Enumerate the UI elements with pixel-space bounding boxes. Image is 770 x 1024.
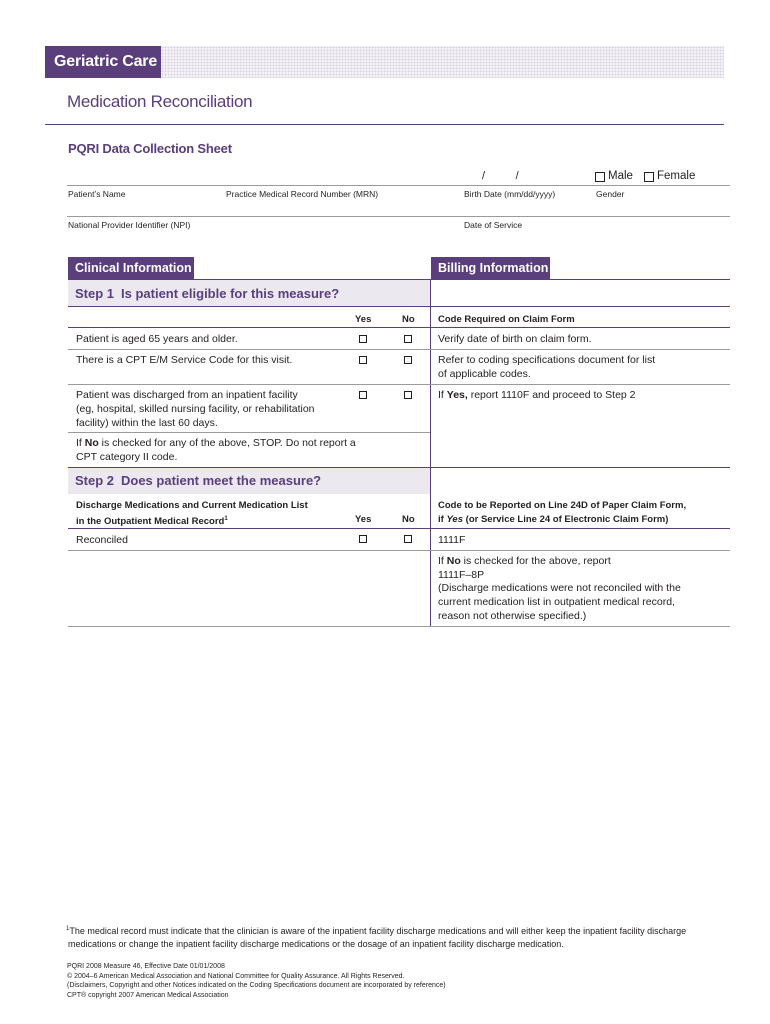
step1-header-rule: [68, 327, 730, 328]
step1-row2-text: There is a CPT E/M Service Code for this visit.: [76, 354, 293, 366]
step2-label: Step 2: [75, 473, 115, 488]
step2-no-header: No: [402, 514, 415, 525]
footer-line4: CPT® copyright 2007 American Medical Association: [67, 991, 229, 999]
step1-billing-header: Code Required on Claim Form: [438, 314, 575, 325]
npi-line: [67, 216, 730, 217]
step1-label: Step 1: [75, 286, 115, 301]
step1-row2-rule: [68, 384, 730, 385]
step1-stop-note-line2: CPT category II code.: [76, 451, 178, 463]
step2-col-header-line1: Discharge Medications and Current Medication List: [76, 500, 308, 511]
step1-row3-rule: [68, 432, 430, 433]
billing-info-header: Billing Information: [431, 257, 550, 279]
footer: [67, 962, 446, 1000]
step2-billing-header-line2: if Yes (or Service Line 24 of Electronic Claim Form): [438, 514, 669, 525]
mrn-label: Practice Medical Record Number (MRN): [226, 189, 379, 199]
step1-billing-bar: [431, 279, 730, 307]
date-of-service-label: Date of Service: [464, 220, 523, 230]
male-label: Male: [608, 170, 633, 182]
step2-no-note-line1: If No is checked for the above, report: [438, 555, 611, 567]
step2-question: Does patient meet the measure?: [121, 473, 322, 488]
birth-date-label: Birth Date (mm/dd/yyyy): [464, 189, 556, 199]
column-divider: [430, 279, 431, 626]
step2-no-note-line3: (Discharge medications were not reconciled with the: [438, 582, 681, 594]
step2-row-text: Reconciled: [76, 534, 128, 546]
step1-row3-yes-checkbox[interactable]: [359, 391, 367, 399]
birth-date-slashes: / /: [482, 170, 519, 182]
page-subtitle: PQRI Data Collection Sheet: [68, 141, 232, 156]
step2-no-checkbox[interactable]: [404, 535, 412, 543]
step1-row1-no-checkbox[interactable]: [404, 335, 412, 343]
step2-yes-checkbox[interactable]: [359, 535, 367, 543]
step2-no-code: 1111F–8P: [438, 569, 485, 581]
step1-yes-header: Yes: [355, 314, 372, 325]
step1-row2-yes-checkbox[interactable]: [359, 356, 367, 364]
step2-row-code: 1111F: [438, 534, 466, 546]
step1-row3-text-line2: (eg, hospital, skilled nursing facility, or rehabilitation: [76, 403, 315, 415]
patient-name-label: Patient’s Name: [68, 189, 126, 199]
header-band: [161, 46, 724, 78]
step1-question: Is patient eligible for this measure?: [121, 286, 340, 301]
female-checkbox[interactable]: [644, 172, 654, 182]
clinical-info-header: Clinical Information: [68, 257, 194, 279]
footer-line2: © 2004–6 American Medical Association and National Committee for Quality Assurance. All Rights Reserved.: [67, 972, 405, 980]
page-title: Medication Reconciliation: [67, 92, 253, 111]
step2-col-header-line2: in the Outpatient Medical Record$^1$: [76, 516, 228, 528]
footnote-line1: $^1$The medical record must indicate that the clinician is aware of the inpatient facility discharge medications and will either keep the inpatient facility discharge: [66, 926, 687, 936]
step1-row2-billing-line2: of applicable codes.: [438, 368, 531, 380]
step2-row-rule: [68, 550, 730, 551]
footer-line3: (Disclaimers, Copyright and other Notices indicated on the Coding Specifications document are incorporated by reference): [67, 982, 446, 989]
step1-row3-billing: If Yes, report 1110F and proceed to Step 2: [438, 389, 636, 401]
step1-row1-rule: [68, 349, 730, 350]
male-checkbox[interactable]: [595, 172, 605, 182]
title-rule: [45, 124, 724, 125]
step2-yes-header: Yes: [355, 514, 372, 525]
step1-row1-text: Patient is aged 65 years and older.: [76, 333, 238, 345]
step1-stop-note-line1: If No is checked for any of the above, STOP. Do not report a: [76, 437, 356, 449]
step1-row2-no-checkbox[interactable]: [404, 356, 412, 364]
step2-bottom-rule: [68, 626, 730, 627]
patient-line: [67, 185, 730, 186]
step1-row3-no-checkbox[interactable]: [404, 391, 412, 399]
step1-row3-text-line3: facility) within the last 60 days.: [76, 417, 218, 429]
header-tab: Geriatric Care: [45, 46, 161, 78]
female-label: Female: [657, 170, 696, 182]
step1-row3-text-line1: Patient was discharged from an inpatient facility: [76, 389, 298, 401]
step2-billing-rule: [431, 467, 730, 468]
step1-row1-billing: Verify date of birth on claim form.: [438, 333, 592, 345]
step1-row1-yes-checkbox[interactable]: [359, 335, 367, 343]
step2-billing-header-line1: Code to be Reported on Line 24D of Paper Claim Form,: [438, 500, 687, 511]
step2-no-note-line4: current medication list in outpatient medical record,: [438, 596, 675, 608]
step2-header-rule: [68, 528, 730, 529]
footnote-line2: medications or change the inpatient facility discharge medications or the dosage of an inpatient facility discharge medication.: [68, 939, 564, 949]
step1-no-header: No: [402, 314, 415, 325]
npi-label: National Provider Identifier (NPI): [68, 220, 191, 230]
step1-row2-billing-line1: Refer to coding specifications document for list: [438, 354, 656, 366]
footer-line1: PQRI 2008 Measure 46, Effective Date 01/01/2008: [67, 963, 225, 970]
gender-label: Gender: [596, 189, 625, 199]
footnote: [66, 923, 730, 951]
step2-no-note-line5: reason not otherwise specified.): [438, 610, 587, 622]
